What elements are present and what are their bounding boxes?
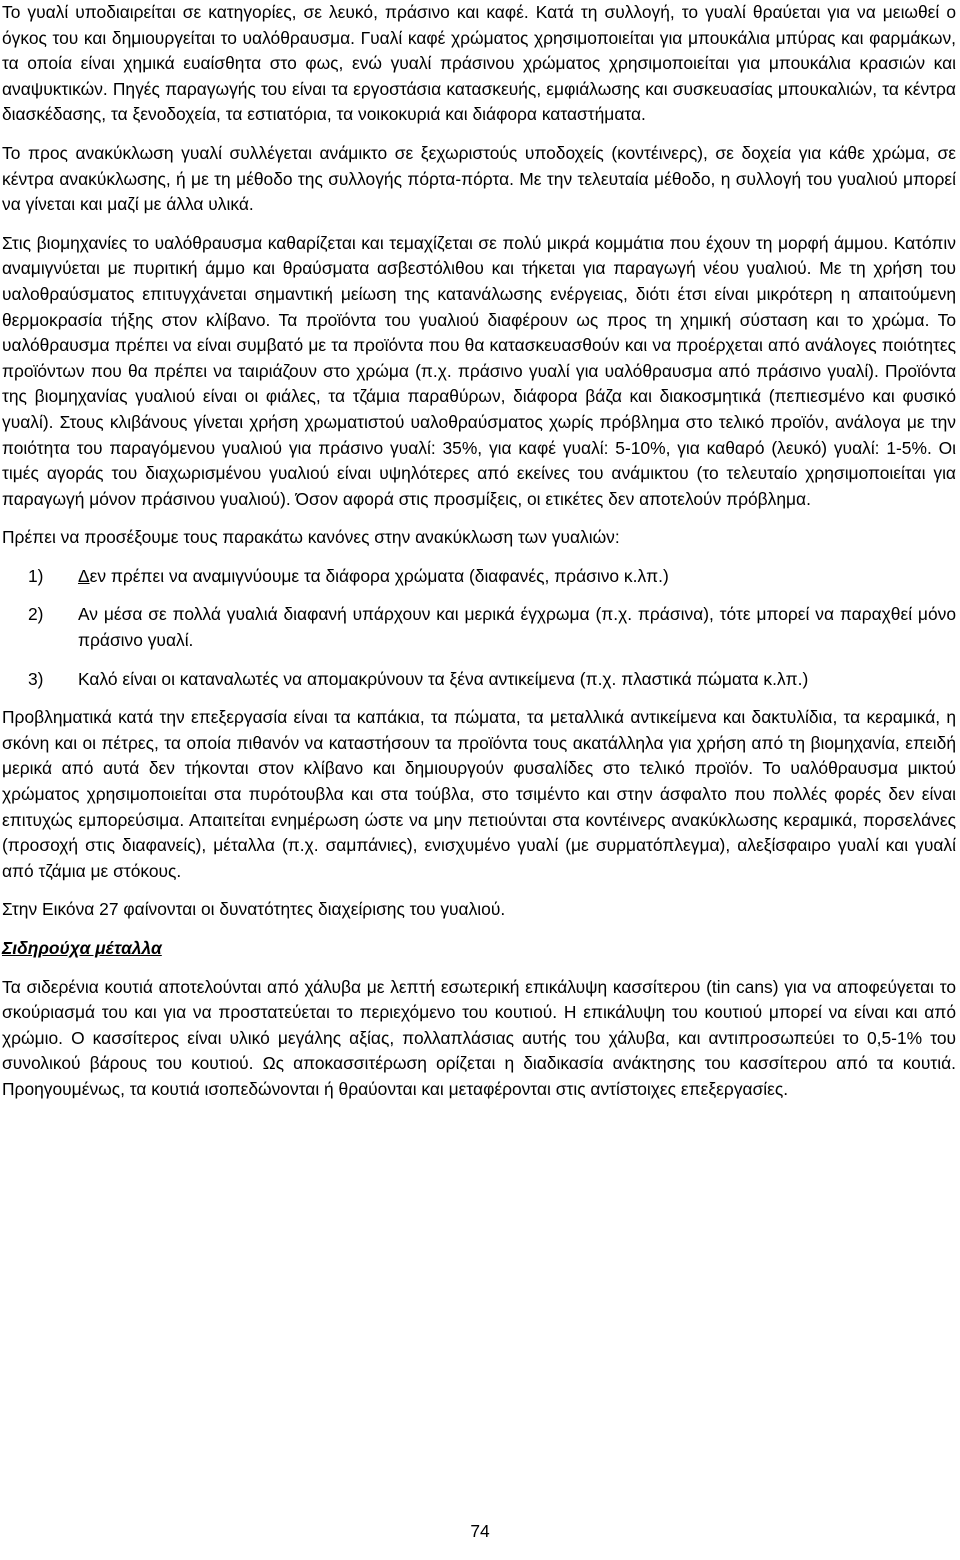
list-item-text [78, 564, 956, 590]
list-item-text: Αν μέσα σε πολλά γυαλιά διαφανή υπάρχουν και μερικά έγχρωμα (π.χ. πράσινα), τότε μπορεί να παραχθεί μόνο πράσινο γυαλί. [78, 604, 956, 651]
document-page [2, 0, 956, 1116]
list-item-number: 3) [28, 668, 44, 689]
list-item-text-underlined: Δ [78, 565, 90, 586]
list-item-number: 2) [28, 604, 44, 625]
list-item-text-rest: εν πρέπει να αναμιγνύουμε τα διάφορα χρώματα (διαφανές, πράσινο κ.λπ.) [89, 565, 669, 586]
paragraph-glass-categories: Το γυαλί υποδιαιρείται σε κατηγορίες, σε λευκό, πράσινο και καφέ. Κατά τη συλλογή, το γυαλί θραύεται για να μειωθεί ο όγκος του και δημιουργείται το υαλόθραυσμα. Γυαλί καφέ χρώματος χρησιμοποιείται για μπουκάλια μπύρας και φαρμάκων, τα οποία είναι χημικά ευαίσθητα στο φως, ενώ γυαλί πράσινου χρώματος χρησιμοποιείται για μπουκάλια κρασιών και αναψυκτικών. Πηγές παραγωγής του είναι τα εργοστάσια κατασκευής, εμφιάλωσης και συσκευασίας μπουκαλιών, τα κέντρα διασκέδασης, τα ξενοδοχεία, τα εστιατόρια, τα νοικοκυριά και διάφορα καταστήματα. [2, 2, 956, 125]
paragraph-glass-collection: Το προς ανακύκλωση γυαλί συλλέγεται ανάμικτο σε ξεχωριστούς υποδοχείς (κοντέινερς), σε δοχεία για κάθε χρώμα, σε κέντρα ανακύκλωσης, ή με τη μέθοδο της συλλογής πόρτα-πόρτα. Με την τελευταία μέθοδο, η συλλογή του γυαλιού μπορεί να γίνεται και μαζί με άλλα υλικά. [2, 142, 956, 215]
rules-list [2, 564, 956, 692]
paragraph-figure-reference: Στην Εικόνα 27 φαίνονται οι δυνατότητες διαχείρισης του γυαλιού. [2, 899, 506, 920]
paragraph-ferrous-metals: Τα σιδερένια κουτιά αποτελούνται από χάλυβα με λεπτή εσωτερική επικάλυψη κασσίτερου (tin cans) για να αποφεύγεται το σκούριασμά του και για να προστατεύεται το περιεχόμενο του κουτιού. Η επικάλυψη του κουτιού μπορεί να είναι και από χρώμιο. Ο κασσίτερος είναι υλικό μεγάλης αξίας, πολλαπλάσιας αυτής του χάλυβα, και αντιπροσωπεύει το 0,5-1% του συνολικού βάρους του κουτιού. Ως αποκασσιτέρωση ορίζεται η διαδικασία ανάκτησης του κασσίτερου από τα κουτιά. Προηγουμένως, τα κουτιά ισοπεδώνονται ή θραύονται και μεταφέρονται στις αντίστοιχες επεξεργασίες. [2, 976, 956, 1099]
list-item [2, 602, 956, 653]
list-item [2, 667, 956, 693]
section-heading: Σιδηρούχα μέταλλα [2, 938, 162, 958]
paragraph-problematic-items: Προβληματικά κατά την επεξεργασία είναι τα καπάκια, τα πώματα, τα μεταλλικά αντικείμενα και δακτυλίδια, τα κεραμικά, η σκόνη και οι πέτρες, τα οποία πιθανόν να καταστήσουν τα προϊόντα τους ακατάλληλα για χρήση από τη βιομηχανία, επειδή μερικά από αυτά δεν τήκονται στον κλίβανο και δημιουργούν φυσαλίδες στο τελικό προϊόν. Το υαλόθραυσμα μικτού χρώματος χρησιμοποιείται στα πυρότουβλα και στα τούβλα, στο τσιμέντο και στην άσφαλτο που πολλές φορές δεν είναι επιτυχώς εμπορεύσιμα. Απαιτείται ενημέρωση ώστε να μην πετιούνται στα κοντέινερς ανακύκλωσης κεραμικά, πορσελάνες (προσοχή στις διαφανείς), μέταλλα (π.χ. σαμπάνιες), ενισχυμένο γυαλί (με συρματόπλεγμα), αλεξίσφαιρο γυαλί και γυαλί από τζάμια με στόκους. [2, 707, 956, 881]
list-item-text: Καλό είναι οι καταναλωτές να απομακρύνουν τα ξένα αντικείμενα (π.χ. πλαστικά πώματα κ.λπ.) [78, 668, 809, 689]
paragraph-rules-intro: Πρέπει να προσέξουμε τους παρακάτω κανόνες στην ανακύκλωση των γυαλιών: [2, 527, 620, 548]
list-item-number: 1) [28, 565, 44, 586]
list-item [2, 564, 956, 590]
paragraph-glass-processing: Στις βιομηχανίες το υαλόθραυσμα καθαρίζεται και τεμαχίζεται σε πολύ μικρά κομμάτια που έχουν τη μορφή άμμου. Κατόπιν αναμιγνύεται με πυριτική άμμο και θραύσματα ασβεστόλιθου και τήκεται για παραγωγή νέου γυαλιού. Με τη χρήση του υαλοθραύσματος επιτυγχάνεται σημαντική μείωση της κατανάλωσης ενέργειας, διότι έτσι είναι μικρότερη η απαιτούμενη θερμοκρασία τήξης στον κλίβανο. Τα προϊόντα του γυαλιού διαφέρουν ως προς τη χημική σύσταση και το χρώμα. Το υαλόθραυσμα πρέπει να είναι συμβατό με τα προϊόντα που θα κατασκευασθούν και να προέρχεται από ανάλογες ποιότητες προϊόντων που θα πρέπει να ταιριάζουν στο χρώμα (π.χ. πράσινο γυαλί για υαλόθραυσμα από πράσινο γυαλί). Προϊόντα της βιομηχανίας γυαλιού είναι οι φιάλες, τα τζάμια παραθύρων, διάφορα βάζα και διακοσμητικά (πεπιεσμένο και φυσικό γυαλί). Στους κλιβάνους γίνεται χρήση χρωματιστού υαλοθραύσματος χωρίς πρόβλημα στο τελικό προϊόν, ανάλογα με την ποιότητα του παραγόμενου γυαλιού για πράσινο γυαλί: 35%, για καφέ γυαλί: 5-10%, για καθαρό (λευκό) γυαλί: 1-5%. Οι τιμές αγοράς του διαχωρισμένου γυαλιού είναι υψηλότερες από εκείνες του ανάμικτου (το τελευταίο χρησιμοποιείται για παραγωγή μόνον πράσινου γυαλιού). Όσον αφορά στις προσμίξεις, οι ετικέτες δεν αποτελούν πρόβλημα. [2, 232, 956, 509]
page-number: 74 [470, 1521, 490, 1541]
